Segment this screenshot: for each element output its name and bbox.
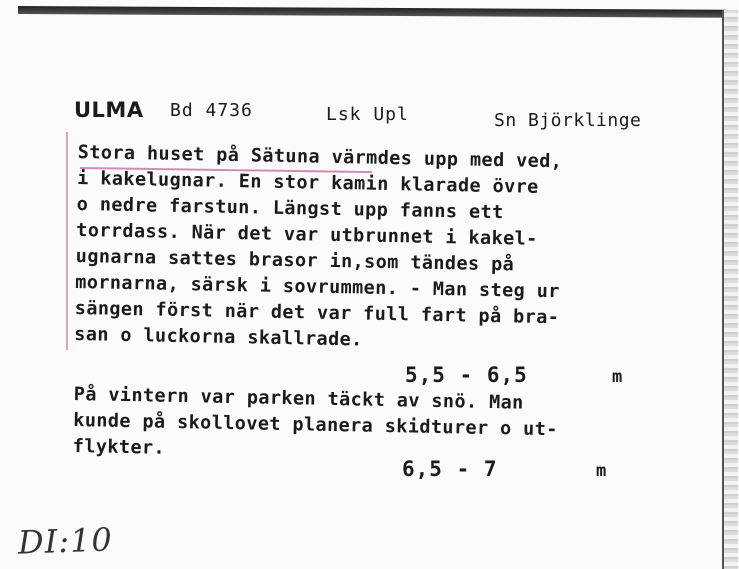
measure-range: 6,5 - 7: [402, 457, 498, 481]
text-line: kunde på skollovet planera skidturer o ut-: [73, 409, 558, 441]
text-line: torrdass. När det var utbrunnet i kakel-: [76, 219, 538, 250]
measure-1: [405, 363, 623, 387]
text-line: sängen först när det var full fart på bra-: [74, 297, 560, 329]
measure-range: 5,5 - 6,5: [405, 363, 528, 387]
text-line: ugnarna sattes brasor in,som tändes på: [75, 245, 515, 276]
region-label: Lsk Upl: [326, 104, 409, 125]
measure-unit: m: [596, 461, 607, 481]
record-code: Bd 4736: [170, 100, 253, 121]
text-line: mornarna, särsk i sovrummen. - Man steg ur: [75, 271, 560, 303]
handwritten-note: DI:10: [17, 520, 114, 562]
paragraph-1: [74, 140, 562, 357]
parish-label: Sn Björklinge: [494, 110, 642, 131]
margin-line: [66, 132, 68, 350]
card-header: [74, 96, 694, 132]
text-line: flykter.: [72, 435, 166, 459]
card-right-edge: [722, 10, 738, 569]
text-line: san o luckorna skallrade.: [74, 323, 363, 351]
text-line: På vintern var parken täckt av snö. Man: [73, 383, 524, 414]
text-line: i kakelugnar. En stor kamin klarade övre: [77, 167, 539, 198]
archive-label: ULMA: [74, 98, 144, 122]
card-top-edge: [18, 6, 726, 18]
measure-unit: m: [612, 367, 623, 387]
measure-2: [402, 457, 607, 481]
text-line: o nedre farstun. Längst upp fanns ett: [76, 193, 504, 224]
text-line: Stora huset på Sätuna värmdes upp med ved,: [77, 141, 563, 173]
